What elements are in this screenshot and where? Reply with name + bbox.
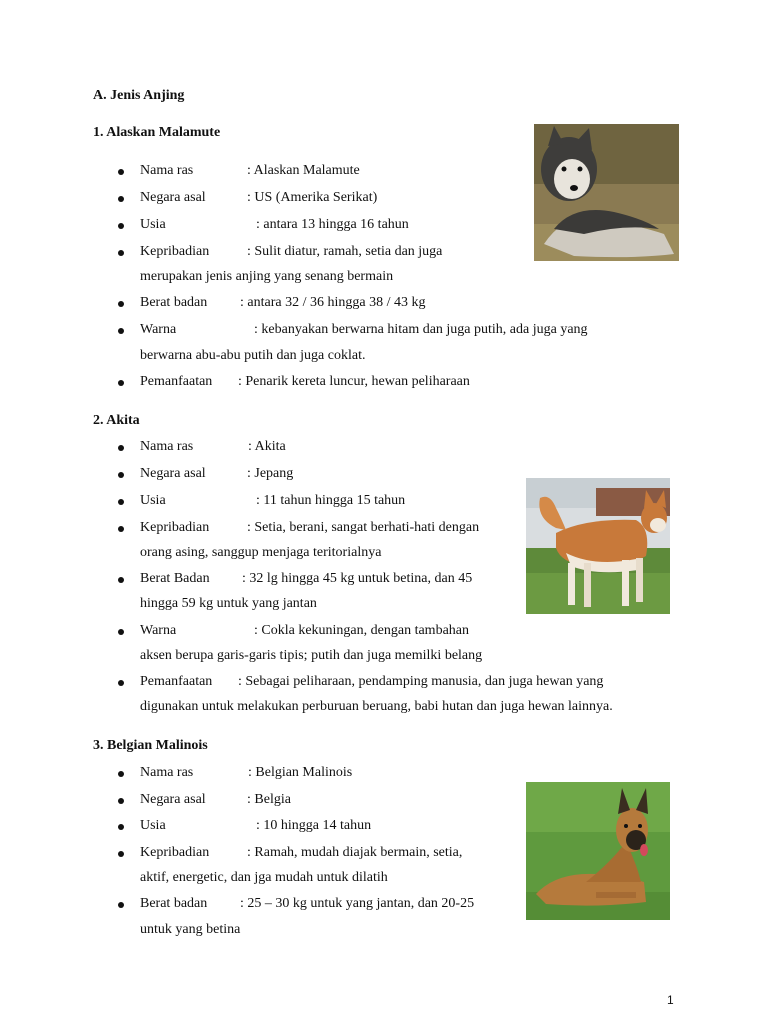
field-value: : antara 13 hingga 16 tahun <box>256 217 409 232</box>
field-value-continued: orang asing, sanggup menjaga teritorialnya <box>140 545 382 560</box>
bullet-icon <box>118 577 124 583</box>
field-value-continued: berwarna abu-abu putih dan juga coklat. <box>140 348 366 363</box>
bullet-icon <box>118 680 124 686</box>
field-label: Kepribadian <box>140 520 210 535</box>
akita-photo <box>526 478 670 614</box>
dog-photo-icon <box>526 478 670 614</box>
field-label: Negara asal <box>140 190 206 205</box>
bullet-icon <box>118 328 124 334</box>
field-value: : Setia, berani, sangat berhati-hati dengan <box>247 520 480 535</box>
bullet-icon <box>118 196 124 202</box>
breed-heading-belgian-malinois: 3. Belgian Malinois <box>93 738 208 753</box>
field-value: : kebanyakan berwarna hitam dan juga putih, ada juga yang <box>254 322 588 337</box>
field-value-continued: hingga 59 kg untuk yang jantan <box>140 596 317 611</box>
bullet-icon <box>118 472 124 478</box>
belgian-malinois-photo <box>526 782 670 920</box>
field-value: : 32 lg hingga 45 kg untuk betina, dan 45 <box>242 571 473 586</box>
dog-photo-icon <box>526 782 670 920</box>
field-value: : 11 tahun hingga 15 tahun <box>256 493 406 508</box>
field-label: Nama ras <box>140 439 194 454</box>
field-value: : Alaskan Malamute <box>247 163 360 178</box>
field-label: Kepribadian <box>140 845 210 860</box>
section-title: A. Jenis Anjing <box>93 88 185 103</box>
field-label: Warna <box>140 623 177 638</box>
field-value: : 10 hingga 14 tahun <box>256 818 372 833</box>
field-label: Usia <box>140 217 166 232</box>
bullet-icon <box>118 526 124 532</box>
field-value-continued: digunakan untuk melakukan perburuan beruang, babi hutan dan juga hewan lainnya. <box>140 699 613 714</box>
field-value-continued: aktif, energetic, dan jga mudah untuk dilatih <box>140 870 388 885</box>
field-value: : 25 – 30 kg untuk yang jantan, dan 20-25 <box>240 896 475 911</box>
bullet-icon <box>118 771 124 777</box>
field-value: : Ramah, mudah diajak bermain, setia, <box>247 845 463 860</box>
field-label: Pemanfaatan <box>140 374 213 389</box>
bullet-icon <box>118 499 124 505</box>
field-value: : Akita <box>248 439 286 454</box>
field-label: Negara asal <box>140 792 206 807</box>
field-value: : US (Amerika Serikat) <box>247 190 378 205</box>
breed-heading-akita: 2. Akita <box>93 413 140 428</box>
field-label: Pemanfaatan <box>140 674 213 689</box>
bullet-icon <box>118 250 124 256</box>
bullet-icon <box>118 798 124 804</box>
field-value-continued: merupakan jenis anjing yang senang bermain <box>140 269 394 284</box>
field-value: : Belgia <box>247 792 291 807</box>
bullet-icon <box>118 824 124 830</box>
field-label: Warna <box>140 322 177 337</box>
field-label: Berat badan <box>140 896 208 911</box>
bullet-icon <box>118 851 124 857</box>
dog-photo-icon <box>534 124 679 261</box>
bullet-icon <box>118 301 124 307</box>
field-value-continued: aksen berupa garis-garis tipis; putih dan juga memilki belang <box>140 648 483 663</box>
bullet-icon <box>118 629 124 635</box>
field-value: : Cokla kekuningan, dengan tambahan <box>254 623 469 638</box>
field-label: Kepribadian <box>140 244 210 259</box>
field-value: : Belgian Malinois <box>248 765 353 780</box>
field-label: Nama ras <box>140 163 194 178</box>
field-value: : Sulit diatur, ramah, setia dan juga <box>247 244 443 259</box>
field-value: : Jepang <box>247 466 294 481</box>
field-value-continued: untuk yang betina <box>140 922 241 937</box>
bullet-icon <box>118 445 124 451</box>
alaskan-malamute-photo <box>534 124 679 261</box>
breed-heading-alaskan-malamute: 1. Alaskan Malamute <box>93 125 221 140</box>
page-number: 1 <box>667 993 674 1007</box>
bullet-icon <box>118 169 124 175</box>
field-label: Berat Badan <box>140 571 210 586</box>
field-label: Berat badan <box>140 295 208 310</box>
field-value: : antara 32 / 36 hingga 38 / 43 kg <box>240 295 426 310</box>
bullet-icon <box>118 902 124 908</box>
field-label: Usia <box>140 818 166 833</box>
field-label: Usia <box>140 493 166 508</box>
field-value: : Sebagai peliharaan, pendamping manusia, dan juga hewan yang <box>238 674 604 689</box>
field-label: Negara asal <box>140 466 206 481</box>
bullet-icon <box>118 223 124 229</box>
bullet-icon <box>118 380 124 386</box>
field-value: : Penarik kereta luncur, hewan peliharaan <box>238 374 470 389</box>
field-label: Nama ras <box>140 765 194 780</box>
